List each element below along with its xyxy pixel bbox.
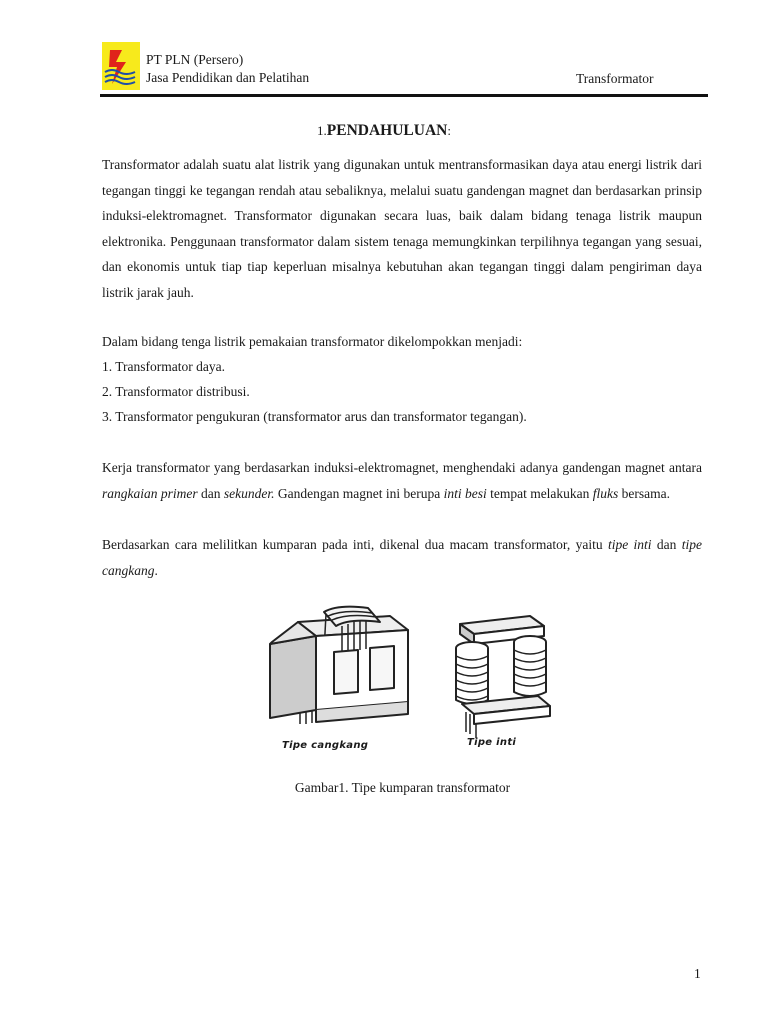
text-run: Berdasarkan cara melilitkan kumparan pada inti, dikenal dua macam transformator, yaitu xyxy=(102,537,608,552)
text-run: tempat melakukan xyxy=(486,485,593,501)
section-colon: : xyxy=(447,123,451,138)
transformer-types-figure xyxy=(240,582,570,762)
list-intro: Dalam bidang tenga listrik pemakaian transformator dikelompokkan menjadi: xyxy=(102,334,523,349)
term-sekunder: sekunder. xyxy=(223,485,275,501)
text-run: bersama. xyxy=(618,485,671,501)
page-number: 1 xyxy=(694,966,701,981)
induction-paragraph xyxy=(102,455,702,506)
term-tipe-inti: tipe inti xyxy=(607,537,652,552)
section-heading: PENDAHULUAN xyxy=(326,122,448,139)
header-organization: PT PLN (Persero) xyxy=(146,52,244,67)
text-run: dan xyxy=(197,485,224,501)
header-department: Jasa Pendidikan dan Pelatihan xyxy=(146,70,310,85)
text-run: Gandengan magnet ini berupa xyxy=(274,485,444,501)
core-type-transformer-drawing xyxy=(456,616,550,738)
list-item: 2. Transformator distribusi. xyxy=(102,384,250,399)
list-item: 3. Transformator pengukuran (transformator arus dan transformator tegangan). xyxy=(102,409,527,424)
section-number: 1. xyxy=(317,123,327,138)
shell-type-transformer-drawing xyxy=(270,607,408,724)
figure-label-shell-type: Tipe cangkang xyxy=(282,740,369,751)
section-title xyxy=(0,122,768,140)
types-paragraph xyxy=(102,532,702,583)
figure-label-core-type: Tipe inti xyxy=(467,737,517,748)
intro-paragraph: Transformator adalah suatu alat listrik yang digunakan untuk mentransformasikan daya atau energi listrik dari tegangan tinggi ke tegangan rendah atau sebaliknya, melalui suatu gandengan magnet dan berdasarkan prinsip induksi-elektromagnet. Transformator digunakan secara luas, baik dalam bidang tenaga listrik maupun elektronika. Penggunaan transformator dalam sistem tenaga memungkinkan terpilihnya tegangan yang sesuai, dan ekonomis untuk tiap tiap keperluan misalnya kebutuhan akan tegangan tinggi dalam pengiriman daya listrik jarak jauh. xyxy=(102,157,702,300)
header-rule xyxy=(100,94,708,97)
header-subject: Transformator xyxy=(576,71,654,86)
text-run: dan xyxy=(651,537,682,552)
text-run: . xyxy=(154,562,158,578)
term-fluks: fluks xyxy=(592,485,619,501)
list-item: 1. Transformator daya. xyxy=(102,359,225,374)
term-inti-besi: inti besi xyxy=(443,485,487,501)
term-rangkaian-primer: rangkaian primer xyxy=(102,485,198,501)
term-tipe-cangkang: tipe cangkang xyxy=(102,537,702,578)
figure-caption: Gambar1. Tipe kumparan transformator xyxy=(294,780,511,795)
text-run: Kerja transformator yang berdasarkan induksi-elektromagnet, menghendaki adanya gandengan magnet antara xyxy=(102,460,702,475)
pln-logo xyxy=(102,42,140,90)
